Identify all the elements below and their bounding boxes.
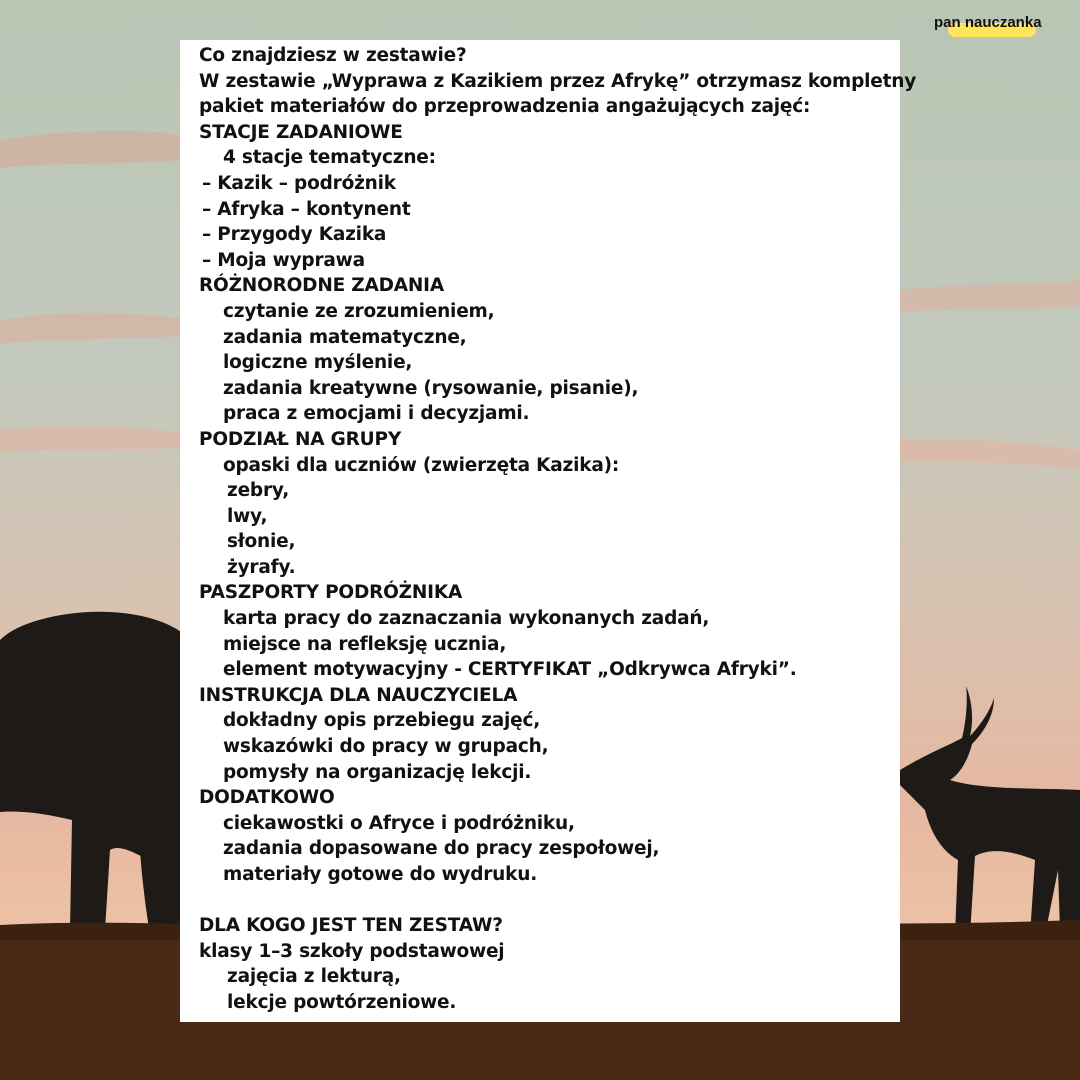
list-item: – Kazik – podróżnik <box>202 172 396 194</box>
list-item: pomysły na organizację lekcji. <box>223 761 532 783</box>
list-item: – Przygody Kazika <box>202 224 387 246</box>
list-item: zadania matematyczne, <box>223 326 467 348</box>
section-lead: 4 stacje tematyczne: <box>223 147 436 169</box>
audience-lead: klasy 1–3 szkoły podstawowej <box>199 940 505 962</box>
list-item: karta pracy do zaznaczania wykonanych zadań, <box>223 608 710 630</box>
list-item: ciekawostki o Afryce i podróżniku, <box>223 812 575 834</box>
spacer <box>199 888 900 914</box>
list-item: zajęcia z lekturą, <box>227 966 401 988</box>
list-item: – Moja wyprawa <box>202 249 365 271</box>
list-item: zebry, <box>227 480 290 502</box>
brand-text: pan nauczanka <box>934 14 1042 31</box>
section-title: STACJE ZADANIOWE <box>199 121 403 143</box>
list-item: – Afryka – kontynent <box>202 198 411 220</box>
section-title: PASZPORTY PODRÓŻNIKA <box>199 582 463 604</box>
list-item: żyrafy. <box>227 556 296 578</box>
list-item: zadania kreatywne (rysowanie, pisanie), <box>223 377 639 399</box>
intro-line: W zestawie „Wyprawa z Kazikiem przez Afrykę” otrzymasz kompletny <box>199 70 917 92</box>
audience-title: DLA KOGO JEST TEN ZESTAW? <box>199 915 503 937</box>
list-item: lekcje powtórzeniowe. <box>227 991 457 1013</box>
list-item: zadania dopasowane do pracy zespołowej, <box>223 838 660 860</box>
intro-line: pakiet materiałów do przeprowadzenia angażujących zajęć: <box>199 96 811 118</box>
section-title: INSTRUKCJA DLA NAUCZYCIELA <box>199 684 518 706</box>
brand-logo <box>926 10 1050 36</box>
list-item: miejsce na refleksję ucznia, <box>223 633 507 655</box>
list-item: słonie, <box>227 531 296 553</box>
list-item: wskazówki do pracy w grupach, <box>223 736 549 758</box>
list-item: lwy, <box>227 505 268 527</box>
content-panel <box>180 40 917 1022</box>
section-title: DODATKOWO <box>199 787 335 809</box>
list-item: element motywacyjny - CERTYFIKAT „Odkrywca Afryki”. <box>223 659 797 681</box>
section-lead: opaski dla uczniów (zwierzęta Kazika): <box>223 454 620 476</box>
section-title: RÓŻNORODNE ZADANIA <box>199 275 444 297</box>
section-title: PODZIAŁ NA GRUPY <box>199 428 402 450</box>
list-item: dokładny opis przebiegu zajęć, <box>223 710 541 732</box>
list-item: praca z emocjami i decyzjami. <box>223 403 530 425</box>
list-item: logiczne myślenie, <box>223 352 413 374</box>
list-item: czytanie ze zrozumieniem, <box>223 300 495 322</box>
list-item: materiały gotowe do wydruku. <box>223 864 538 885</box>
heading: Co znajdziesz w zestawie? <box>199 45 467 66</box>
